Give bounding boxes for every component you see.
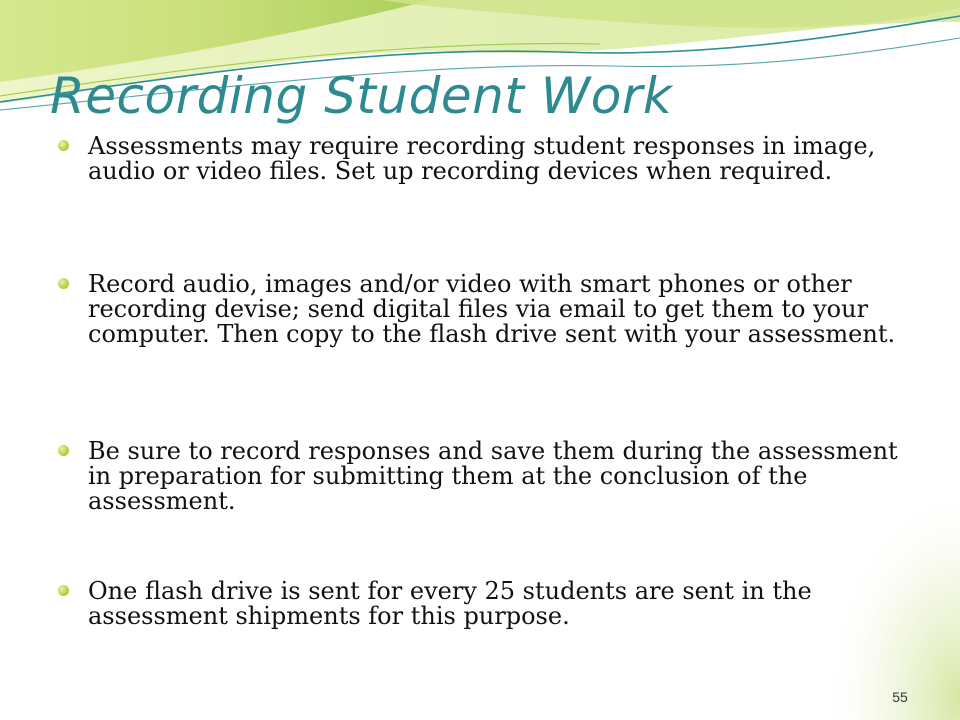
bullet-dot-icon bbox=[58, 445, 69, 456]
bullet-text: One flash drive is sent for every 25 students are sent in the assessment shipments for this purpose. bbox=[88, 577, 812, 630]
bullet-list bbox=[58, 134, 913, 629]
bullet-item bbox=[58, 439, 913, 579]
bullet-dot-icon bbox=[58, 585, 69, 596]
bullet-text: Be sure to record responses and save them during the assessment in preparation for submitting them at the conclusion of the assessment. bbox=[88, 437, 898, 515]
bullet-text: Record audio, images and/or video with smart phones or other recording devise; send digital files via email to get them to your computer. Then copy to the flash drive sent with your assessment. bbox=[88, 270, 896, 348]
bullet-item bbox=[58, 134, 913, 272]
page-number: 55 bbox=[892, 689, 908, 705]
bullet-text: Assessments may require recording student responses in image, audio or video files. Set up recording devices when required. bbox=[88, 132, 876, 185]
bullet-item bbox=[58, 272, 913, 439]
slide-title: Recording Student Work bbox=[50, 67, 673, 125]
bullet-item bbox=[58, 579, 913, 629]
bullet-dot-icon bbox=[58, 140, 69, 151]
bullet-dot-icon bbox=[58, 278, 69, 289]
